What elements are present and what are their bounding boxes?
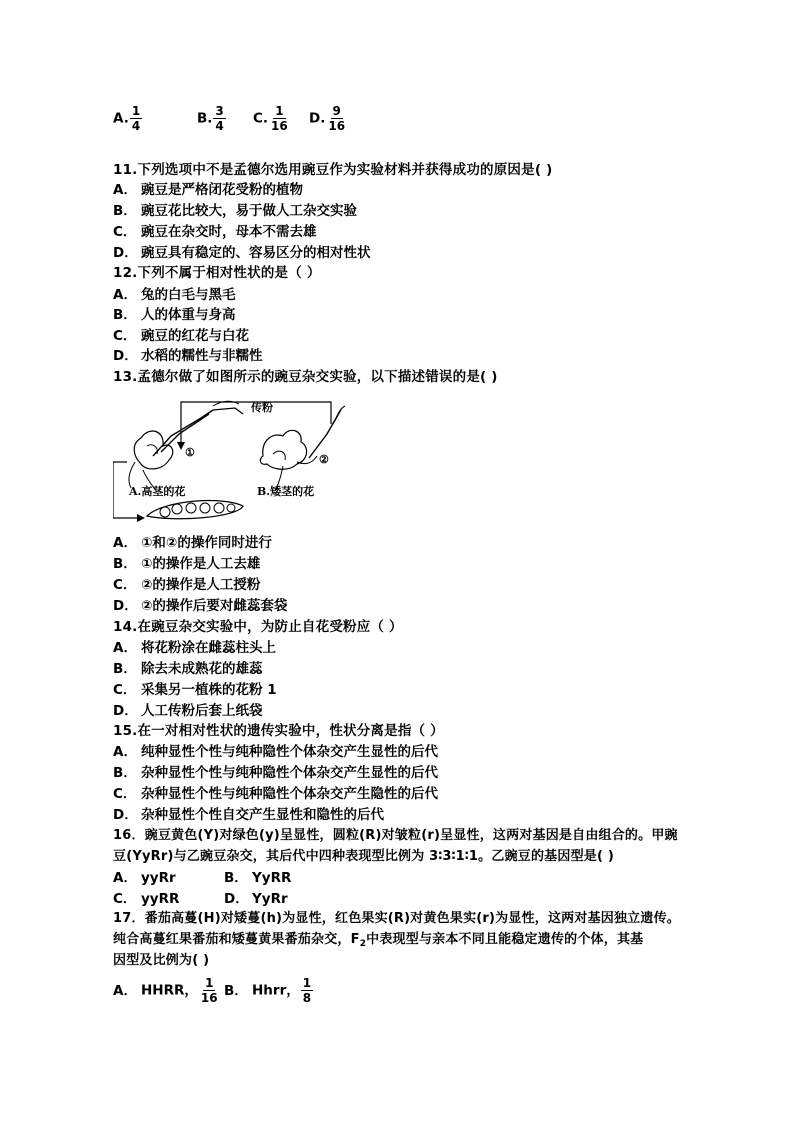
option-text: 水稻的糯性与非糯性 [141, 348, 263, 364]
option-label: C． [113, 786, 137, 802]
fraction: $\frac{3}{4}$ [215, 104, 224, 133]
fraction: $\frac{1}{8}$ [302, 976, 312, 1005]
pod-arrow-head [137, 514, 145, 522]
q17-stem-line2: 纯合高蔓红果番茄和矮蔓黄果番茄杂交，$F_2$中表现型与亲本不同且能稳定遗传的个体，其基 [113, 932, 644, 949]
option-text: 豌豆的红花与白花 [141, 328, 249, 344]
option-label: B. [197, 110, 213, 127]
q17-stem-line1: 17．番茄高蔓(H)对矮蔓(h)为显性，红色果实(R)对黄色果实(r)为显性，这两对基因独立遗传。 [113, 911, 680, 926]
option-label: B． [113, 661, 137, 677]
q16-option-b[interactable] [224, 869, 291, 887]
q11-option-a[interactable] [113, 181, 303, 199]
circle-1: ① [185, 446, 195, 459]
option-text: ①和②的操作同时进行 [141, 535, 272, 551]
q12-option-b[interactable] [113, 306, 236, 324]
q16-stem-line2: 豆(YyRr)与乙豌豆杂交，其后代中四种表现型比例为 3∶3∶1∶1。乙豌豆的基因型是( ) [113, 849, 614, 864]
option-label: A． [113, 287, 137, 303]
option-text: 豌豆具有稳定的、容易区分的相对性状 [141, 245, 371, 261]
q11-option-c[interactable] [113, 223, 317, 241]
q10-option-d[interactable] [309, 104, 347, 133]
q12-option-d[interactable] [113, 347, 263, 365]
option-label: A． [113, 182, 137, 198]
q10-option-b[interactable] [197, 104, 226, 133]
option-text: 纯种显性个性与纯种隐性个体杂交产生显性的后代 [141, 744, 438, 760]
q17-option-b[interactable] [224, 976, 313, 1005]
option-label: A． [113, 982, 137, 999]
option-text: 采集另一植株的花粉 1 [141, 682, 277, 698]
option-text: 杂种显性个性与纯种隐性个体杂交产生隐性的后代 [141, 786, 438, 802]
transfer-label: 传粉 [251, 401, 273, 414]
option-label: A． [113, 744, 137, 760]
pea-pod [147, 501, 243, 519]
option-text: 豌豆花比较大，易于做人工杂交实验 [141, 203, 357, 219]
q16-option-d[interactable] [224, 890, 288, 908]
option-text: YyRR [252, 870, 292, 886]
option-label: D． [113, 703, 138, 719]
q16-option-c[interactable] [113, 890, 179, 908]
q10-option-c[interactable] [253, 104, 290, 133]
q14-option-d[interactable] [113, 702, 263, 720]
q14-option-a[interactable] [113, 639, 276, 657]
option-label: D． [113, 598, 138, 614]
option-label: A． [113, 870, 137, 886]
option-label: D． [113, 245, 138, 261]
q12-option-c[interactable] [113, 327, 249, 345]
q14-option-c[interactable] [113, 681, 277, 699]
option-text: ②的操作后要对雌蕊套袋 [141, 598, 288, 614]
q13-option-b[interactable] [113, 555, 260, 573]
option-label: C． [113, 328, 137, 344]
option-label: C． [113, 577, 137, 593]
option-text: 杂种显性个性与纯种隐性个体杂交产生显性的后代 [141, 765, 438, 781]
option-text: yyRR [141, 891, 180, 907]
flower-a-label: A.高茎的花 [129, 485, 186, 498]
option-label: B． [113, 556, 137, 572]
q15-option-b[interactable] [113, 764, 438, 782]
option-label: B． [113, 203, 137, 219]
q14-stem: 14.在豌豆杂交实验中，为防止自花受粉应（ ） [113, 619, 403, 635]
q13-option-a[interactable] [113, 534, 272, 552]
q15-stem: 15.在一对相对性状的遗传实验中，性状分离是指（ ） [113, 723, 444, 739]
option-label: A. [113, 110, 129, 127]
q17-stem-line3: 因型及比例为( ) [113, 953, 210, 968]
option-label: A． [113, 640, 137, 656]
option-text: 人的体重与身高 [141, 307, 236, 323]
option-text: 兔的白毛与黑毛 [141, 287, 236, 303]
option-label: C． [113, 891, 137, 907]
q15-option-d[interactable] [113, 806, 384, 824]
option-label: B． [113, 765, 137, 781]
q15-option-c[interactable] [113, 785, 438, 803]
option-text: YyRr [252, 891, 288, 907]
fraction: $\frac{1}{4}$ [131, 104, 141, 133]
fraction: $\frac{9}{16}$ [328, 104, 346, 133]
q13-option-c[interactable] [113, 576, 260, 594]
q15-option-a[interactable] [113, 743, 438, 761]
flower-b-drawing [260, 406, 345, 490]
option-text: 将花粉涂在雌蕊柱头上 [141, 640, 276, 656]
q11-option-d[interactable] [113, 244, 371, 262]
subscript: 2 [359, 939, 367, 949]
fraction: $\frac{1}{16}$ [200, 976, 218, 1005]
arrow-head [177, 442, 185, 450]
q17-option-a[interactable] [113, 976, 220, 1005]
option-label: D. [309, 110, 326, 127]
q12-option-a[interactable] [113, 286, 236, 304]
option-label: D． [224, 891, 249, 907]
option-label: D． [113, 807, 138, 823]
q11-stem: 11.下列选项中不是孟德尔选用豌豆作为实验材料并获得成功的原因是( ) [113, 162, 553, 178]
option-label: C. [253, 110, 269, 127]
q12-stem: 12.下列不属于相对性状的是（ ） [113, 265, 321, 281]
option-label: B． [224, 982, 248, 999]
q10-option-a[interactable] [113, 104, 142, 133]
option-text: 杂种显性个性自交产生显性和隐性的后代 [141, 807, 384, 823]
option-text: HHRR， [141, 982, 198, 999]
option-label: D． [113, 348, 138, 364]
option-label: A． [113, 535, 137, 551]
pea-crossing-diagram [113, 396, 353, 524]
option-text: 除去未成熟花的雄蕊 [141, 661, 263, 677]
option-text: yyRr [141, 870, 176, 886]
diagram-svg [113, 396, 353, 524]
q13-option-d[interactable] [113, 597, 287, 615]
circle-2: ② [319, 453, 329, 466]
q13-stem: 13.孟德尔做了如图所示的豌豆杂交实验，以下描述错误的是( ) [113, 369, 498, 385]
option-text: 豌豆是严格闭花受粉的植物 [141, 182, 303, 198]
q16-stem-line1: 16．豌豆黄色(Y)对绿色(y)呈显性，圆粒(R)对皱粒(r)呈显性，这两对基因是自由组合的。甲豌 [113, 828, 678, 843]
q14-option-b[interactable] [113, 660, 263, 678]
fraction: $\frac{1}{16}$ [271, 104, 288, 133]
flower-b-label: B.矮茎的花 [257, 485, 315, 498]
option-label: B． [113, 307, 137, 323]
option-text: ②的操作是人工授粉 [141, 577, 261, 593]
option-text: 豌豆在杂交时，母本不需去雄 [141, 224, 317, 240]
q11-option-b[interactable] [113, 202, 357, 220]
option-text: Hhrr， [252, 982, 300, 999]
option-text: 人工传粉后套上纸袋 [141, 703, 263, 719]
q16-option-a[interactable] [113, 869, 176, 887]
option-label: C． [113, 682, 137, 698]
option-label: C． [113, 224, 137, 240]
option-text: ①的操作是人工去雄 [141, 556, 261, 572]
option-label: B． [224, 870, 248, 886]
